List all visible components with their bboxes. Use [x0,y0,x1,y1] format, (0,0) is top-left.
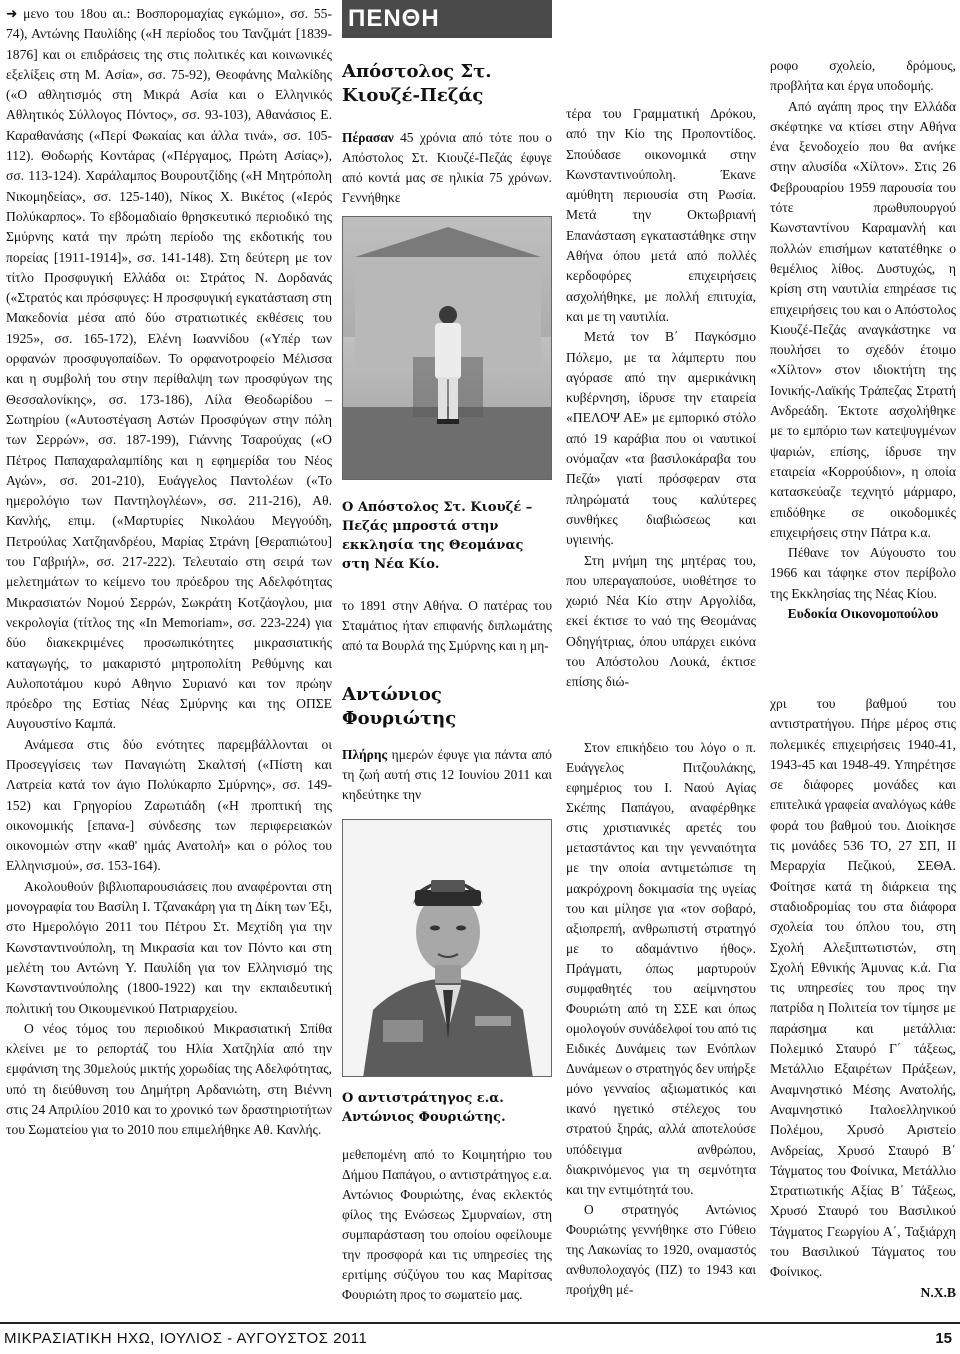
obituary-title: Απόστολος Στ. Κιουζέ-Πεζάς [342,61,492,106]
photo-caption: Ο Απόστολος Στ. Κιουζέ – Πεζάς μπροστά στην εκκλησία της Θεομάνας στη Νέα Κίο. [342,500,533,573]
obituary-paragraph: Από αγάπη προς την Ελλάδα σκέφτηκε να κτίσει στην Αθήνα ένα ξενοδοχείο που θα ανήκε στην αλυσίδα «Χίλτον». Στις 26 Φεβρουαρίου 1959 παρουσία του τότε πρωθυπουργού Κωνσταντίνου Καραμανλή και πολλών επισήμων κατατέθηκε ο θεμέλιος λίθος. Δυστυχώς, η κρίση στη ναυτιλία επηρέασε τις επιχειρήσεις του και ο Απόστολος Κιουζέ-Πεζάς αναγκάστηκε να πουλήσει το σχεδόν έτοιμο «Χίλτον» στον ιδιοκτήτη της Ιονικής-Λαϊκής Τράπεζας Στρατή Ανδρεάδη. Έκτοτε ασχολήθηκε με το εμπόριο των κατεψυγμένων ψαριών, επίσης, ίδρυσε την εταιρεία «Κορρούδιον», η οποία κατασκεύαζε τεχνητό μάρμαρο, επιδόθηκε σε οικοδομικές επιχειρήσεις στην Πάτρα κ.α. [770,98,956,540]
obituary-lead: Πέρασαν 45 χρόνια από τότε που ο Απόστολος Στ. Κιουζέ-Πεζάς έφυγε από κοντά μας σε ηλικία 75 χρόνων. Γεννήθηκε [342,130,552,206]
obituary-paragraph: μεθεπομένη από το Κοιμητήριο του Δήμου Παπάγου, ο αντιστράτηγος ε.α. Αντώνιος Φουριώτης, ένας εκλεκτός φίλος της Ενώσεως Σμυρναίων, στη συμπαράσταση του οποίου οφείλουμε την προσφορά και τις υπηρεσίες της εριτίμης σύζύγου του κας Μαρίτσας Φουριώτη προς το σωματείο μας. [342,1146,552,1303]
obituary-paragraph: ροφο σχολείο, δρόμους, προβλήτα και έργα υποδομής. [770,58,956,94]
author-signature: Ν.Χ.Β [920,1284,956,1300]
obituary-paragraph: Στη μνήμη της μητέρας του, που υπεραγαπούσε, υιοθέτησε το χωριό Νέα Κίο στην Αργολίδα, εκεί έκτισε το ναό της Θεομάνας Οδηγήτριας, όπου υπάρχει εικόνα του Απόστολου Λουκά, έκτισε επίσης διώ- [566,552,756,690]
publication-name: ΜΙΚΡΑΣΙΑΤΙΚΗ ΗΧΩ, ΙΟΥΛΙΟΣ - ΑΥΓΟΥΣΤΟΣ 2011 [4,1330,368,1347]
obituary-paragraph: Στον επικήδειο του λόγο ο π. Ευάγγελος Πιτζουλάκης, εφημέριος του Ι. Ναού Αγίας Σκέπης Παπάγου, αναφέρθηκε στις χριστιανικές αρετές του μεταστάντος και την γενναιότητα με την οποία αντιμετώπισε τη μακρόχρονη δοκιμασία της υγείας του και μίλησε για «τον σοβαρό, αξιοπρεπή, ανθρωπιστή στρατηγό με το αδαμάντινο ήθος». Πράγματι, όπως μαρτυρούν συμφαθητές του αείμνηστου Φουριώτη από τη ΣΣΕ και όπως ομολογούν συνάδελφοί του από τις Ειδικές Δυνάμεις των Ενόπλων Δυνάμεων ο στρατηγός δεν υπήρξε μόνο γενναίος αξιωματικός και ικανό ηγετικό στέλεχος του στρατού ξηράς, αλλά αποτελούσε υπόδειγμα ανθρώπου, διακρινόμενος για τη σεμνότητα και την εντιμότητά του. [566,740,756,1197]
fouriotis-photo [342,819,552,1077]
author-signature: Ευδοκία Οικονομοπούλου [787,606,939,622]
obituary-title: Αντώνιος Φουριώτης [342,683,457,729]
obituary-paragraph: Μετά τον Β΄ Παγκόσμιο Πόλεμο, με τα λάμπερτυ που αγόρασε από την αμερικάνικη κυβέρνηση, ίδρυσε την εταιρεία «ΠΕΛΟΨ ΑΕ» με εμπορικό στόλο από 19 καράβια που οι ναυτικοί ονόμαζαν «τα βασιλοκάραβα του Πεζά» γιατί πρόσφεραν στα πληρώματά τους καλύτερες συνθήκες διαβιώσεως και υγιεινής. [566,329,756,548]
review-column [6,4,332,1141]
obituary-continued-column [770,56,956,624]
review-paragraph: ➜ μενο του 18ου αι.: Βοσπορομαχίας εγκώμιο», σσ. 55-74), Αντώνης Παυλίδης («Η περίοδος του Τανζιμάτ [1839-1876] και οι επιδράσεις της στις πολιτικές και κοινωνικές εξελίξεις στη Μ. Ασία», σσ. 75-92), Θεοφάνης Μαλκίδης («Ο αθλητισμός στη Μικρά Ασία και ο Ελληνικός Αθλητικός Σύλλογος Πόντος», σσ. 93-103), Αθανάσιος Ε. Καραθανάσης («Περί Φωκαίας και άλλα τινά», σσ. 105-112). Θοδωρής Κοντάρας («Πέργαμος, Πρώτη Ασίας»), σσ. 113-124). Χαράλαμπος Βουρουτζίδης («Η Μητρόπολη Νικομηδείας», σσ. 125-140), Νίκος Χ. Βικέτος («Ιερός Πολύκαρπος». Το εβδομαδιαίο θρησκευτικό περιοδικό της Σμύρνης κατά την πρώτη περίοδο της εκδοτικής του πορείας [1911-1914]», σσ. 141-148). Στη δεύτερη με τον τίτλο Προσφυγική Ελλάδα οι: Στράτος Ν. Δορδανάς («Στρατός και πρόσφυγες: Η προσφυγική εγκατάσταση στη Μακεδονία μέσα από δύο στρατιωτικές εκθέσεις του 1925», σσ. 165-172), Ελένη Ιωαννίδου («Υπέρ των ορφανών προσφυγοπαίδων. Το ορφανοτροφείο Μέλισσα και η συμβολή του στην περίθαλψη των προσφύγων της Θεσσαλονίκης», σσ. 173-186), Λίλα Θεοδωρίδου – Σωτηρίου («Αυτοστέγαση Αστών Προσφύγων στην πόλη των Σερρών», σσ. 187-199), Γιάννης Τσαρούχας («Ο Πέτρος Παπαχαραλαμπίδης και η εφημερίδα του Νέος Αγών», σσ. 201-210), Ευάγγελος Παντολέων («Το ημερολόγιο των Παντηλογλέων», σσ. 211-216), Αθ. Κανλής, επιμ. («Μαρτυρίες Νικολάου Μεγγούδη, Πετρούλας Χατζηανδρέου, Μαρίας Στράνη [Θεραπιώτου] του Γαβριήλ», σσ. 217-222). Τελευταίο στη σειρά των μελετημάτων το κείμενο του πρόεδρου της Αδελφότητας Μικρασιατών Νομού Σερρών, Σωκράτη Κοτζάογλου, μια νεκρολογία (τίτλος της «In Memoriam», σσ. 223-224) για δύο διακεκριμένες προσωπικότητες μικρασιατικής καταγωγής, το μακαριστό μητροπολίτη Ρεθύμνης και Αυλοποτάμου κυρό Αθηνιο Συριανό και τον πρώην πρόεδρο της Εστίας Νέας Σμύρνης και της ΟΠΣΕ Αυγουστίνο Καμπά. [6,6,332,732]
page-footer [0,1322,960,1350]
portrait-illustration [343,820,552,1077]
review-paragraph: Ακολουθούν βιβλιοπαρουσιάσεις που αναφέρονται στη μονογραφία του Βασίλη Ι. Τζανακάρη για τη Δίκη των Έξι, στο Ημερολόγιο 2011 του Πέτρου Στ. Μεχτίδη για την Κωνσταντινούπολη, τη Μικρασία και τον Πόντο και στη μελέτη του Αντώνη Υ. Παυλίδη για τον Ελληνισμό της Κωνσταντινούπολης (1800-1922) και την εκπαιδευτική πολιτική του Οικουμενικού Πατριαρχείου. [6,878,332,1016]
review-paragraph: Ο νέος τόμος του περιοδικού Μικρασιατική Σπίθα κλείνει με το ρεπορτάζ του Ηλία Χατζηλία από την εμφάνιση της 30μελούς μικτής χορωδίας της Αδελφότητας, υπό τη διεύθυνση του Δημήτρη Αρδανιώτη, στη Βιέννη στις 24 Απριλίου 2010 και το χρονικό των δραστηριοτήτων του Σωματείου για το 2010 που επιμελήθηκε Αθ. Κανλής. [6,1020,332,1138]
obituary-continued-column [770,694,956,1303]
obituaries-column [342,0,552,1305]
obituary-paragraph: το 1891 στην Αθήνα. Ο πατέρας του Σταμάτιος ήταν επιφανής διπλωμάτης από τα Βουρλά της Σμύρνης και η μη- [342,598,552,654]
photo-caption: Ο αντιστράτηγος ε.α. Αντώνιος Φουριώτης. [342,1090,506,1125]
obituary-lead: Πλήρης ημερών έφυγε για πάντα από τη ζωή αυτή στις 12 Ιουνίου 2011 και κηδεύτηκε την [342,746,552,802]
obituary-paragraph: χρι του βαθμού του αντιστρατήγου. Πήρε μέρος στις πολεμικές επιχειρήσεις 1940-41, 1943-45 και 1948-49. Υπηρέτησε σε διάφορες μονάδες και επιτελικά γραφεία αναλόγως κάθε φορά του βαθμού του. Διοίκησε τις μονάδες 536 ΤΟ, 27 ΣΠ, ΙΙ Μεραρχία Πεζικού, ΣΕΘΑ. Φοίτησε κατά τη διάρκεια της σταδιοδρομίας του στα διάφορα σχολεία του όπλου του, στη Σχολή Αλεξιπτωτιστών, στη Σχολή Εθνικής Άμυνας κ.ά. Για τις υπηρεσίες του προς την πατρίδα η Πολιτεία τον τίμησε με παράσημα και μετάλλια: Πολεμικό Σταυρό Γ΄ τάξεως, Μετάλλιο Εξαιρέτων Πράξεων, Αναμνηστικό Μέσης Ανατολής, Αναμνηστικό Ιταλοελληνικού Πολέμου, Χρυσό Αριστείο Ανδρείας, Χρυσό Σταυρό Β΄ Τάγματος του Φοίνικα, Μετάλλιο Στρατιωτικής Αξίας Β΄ Τάξεως, Χρυσό Σταυρό του Βασιλικού Τάγματος Γεωργίου Α΄, Ταξιάρχη του Βασιλικού Τάγματος του Φοίνικος. [770,696,956,1280]
obituary-paragraph: Ο στρατηγός Αντώνιος Φουριώτης γεννήθηκε στο Γύθειο της Λακωνίας το 1920, οναμαστός ανθυπολοχαγός (ΠΖ) το 1943 και προήχθη μέ- [566,1201,756,1298]
obituary-continued-column [566,104,756,693]
obituary-continued-column [566,738,756,1300]
kiouze-pezas-photo [342,216,552,480]
photo-illustration [343,217,552,480]
continuation-arrow-icon: ➜ [6,6,18,22]
obituary-paragraph: τέρα του Γραμματική Δρόκου, από την Κίο της Προποντίδος. Σπούδασε οικονομικά στην Κωνσταντινούπολη. Έκανε αμύθητη περιουσία στη Ρωσία. Μετά την Οκτωβριανή Επανάσταση εγκαταστάθηκε στην Αθήνα όπου μετά από πολλές κερδοφόρες επιχειρήσεις ασχολήθηκε, με πολλή επιτυχία, και με τη ναυτιλία. [566,106,756,324]
page-number: 15 [935,1330,952,1347]
obituary-paragraph: Πέθανε τον Αύγουστο του 1966 και τάφηκε στον περίβολο της Εκκλησίας της Νέας Κίου. [770,545,956,601]
section-banner: ΠΕΝΘΗ [342,0,552,38]
review-paragraph: Ανάμεσα στις δύο ενότητες παρεμβάλλονται οι Προσεγγίσεις των Παναγιώτη Σκαλτσή («Πίστη και Λατρεία κατά τον άγιο Πολύκαρπο Σμύρνης», σσ. 149-152) και Γρηγορίου Ζαρωτιάδη («Η προπτική της οικονομικής [επανα-] σύνδεσης των περιφερειακών οικονομιών στην «καθ' ημάς Ανατολή» και ο ρόλος του Ελληνισμού», σσ. 153-164). [6,736,332,874]
